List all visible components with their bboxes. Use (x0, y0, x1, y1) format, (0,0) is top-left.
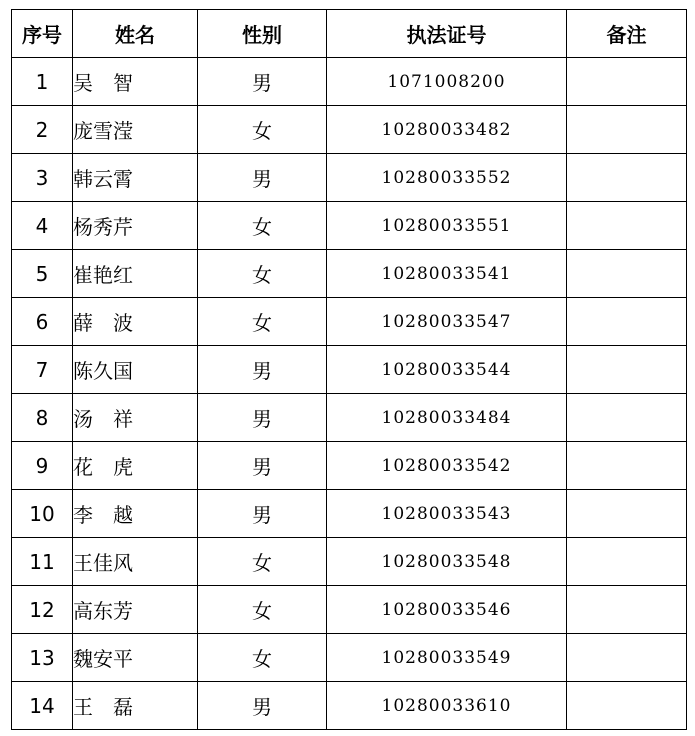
table-row (12, 538, 687, 586)
table-row (12, 490, 687, 538)
cell-name: 高东芳 (73, 586, 198, 634)
cell-note (567, 250, 687, 298)
cell-name: 薛 波 (73, 298, 198, 346)
cell-seq: 2 (12, 106, 73, 154)
cell-name: 汤 祥 (73, 394, 198, 442)
cell-note (567, 586, 687, 634)
table-row (12, 346, 687, 394)
cell-seq: 11 (12, 538, 73, 586)
cell-gender: 男 (198, 346, 327, 394)
cell-note (567, 682, 687, 730)
cell-cert-number: 10280033549 (327, 634, 567, 682)
cell-name: 花 虎 (73, 442, 198, 490)
cell-note (567, 634, 687, 682)
cell-seq: 12 (12, 586, 73, 634)
cell-name: 韩云霄 (73, 154, 198, 202)
table-row (12, 154, 687, 202)
cell-seq: 13 (12, 634, 73, 682)
header-cert-number: 执法证号 (327, 10, 567, 58)
cell-note (567, 106, 687, 154)
cell-name: 陈久国 (73, 346, 198, 394)
cell-cert-number: 10280033542 (327, 442, 567, 490)
cell-note (567, 346, 687, 394)
cell-seq: 9 (12, 442, 73, 490)
cell-cert-number: 10280033552 (327, 154, 567, 202)
header-name: 姓名 (73, 10, 198, 58)
table-row (12, 586, 687, 634)
cell-gender: 女 (198, 106, 327, 154)
cell-seq: 5 (12, 250, 73, 298)
cell-name: 王 磊 (73, 682, 198, 730)
cell-seq: 3 (12, 154, 73, 202)
cell-note (567, 442, 687, 490)
cell-seq: 14 (12, 682, 73, 730)
table-row (12, 250, 687, 298)
cell-name: 魏安平 (73, 634, 198, 682)
table-row (12, 394, 687, 442)
table-row (12, 106, 687, 154)
cell-gender: 女 (198, 250, 327, 298)
cell-cert-number: 10280033484 (327, 394, 567, 442)
cell-name: 杨秀芹 (73, 202, 198, 250)
table-header (12, 10, 687, 58)
cell-name: 王佳风 (73, 538, 198, 586)
table-row (12, 202, 687, 250)
cell-note (567, 490, 687, 538)
cell-cert-number: 10280033541 (327, 250, 567, 298)
cell-seq: 6 (12, 298, 73, 346)
cell-name: 吴 智 (73, 58, 198, 106)
cell-gender: 男 (198, 394, 327, 442)
cell-gender: 女 (198, 586, 327, 634)
cell-cert-number: 10280033610 (327, 682, 567, 730)
cell-cert-number: 1071008200 (327, 58, 567, 106)
cell-name: 李 越 (73, 490, 198, 538)
cell-gender: 女 (198, 298, 327, 346)
cell-seq: 8 (12, 394, 73, 442)
table-body (12, 58, 687, 730)
cell-seq: 1 (12, 58, 73, 106)
table-row (12, 58, 687, 106)
cell-note (567, 154, 687, 202)
cell-gender: 男 (198, 442, 327, 490)
table-row (12, 442, 687, 490)
cell-gender: 女 (198, 634, 327, 682)
cell-note (567, 298, 687, 346)
header-gender: 性别 (198, 10, 327, 58)
cell-gender: 女 (198, 538, 327, 586)
cell-note (567, 538, 687, 586)
cell-gender: 女 (198, 202, 327, 250)
cell-note (567, 202, 687, 250)
cell-gender: 男 (198, 682, 327, 730)
cell-gender: 男 (198, 58, 327, 106)
cell-note (567, 394, 687, 442)
cell-cert-number: 10280033482 (327, 106, 567, 154)
cell-cert-number: 10280033544 (327, 346, 567, 394)
cell-gender: 男 (198, 490, 327, 538)
officer-roster-table (11, 9, 687, 730)
cell-cert-number: 10280033547 (327, 298, 567, 346)
cell-cert-number: 10280033546 (327, 586, 567, 634)
cell-name: 庞雪滢 (73, 106, 198, 154)
cell-cert-number: 10280033548 (327, 538, 567, 586)
cell-seq: 10 (12, 490, 73, 538)
cell-cert-number: 10280033543 (327, 490, 567, 538)
cell-cert-number: 10280033551 (327, 202, 567, 250)
table-row (12, 682, 687, 730)
cell-seq: 4 (12, 202, 73, 250)
header-seq: 序号 (12, 10, 73, 58)
table-row (12, 634, 687, 682)
cell-gender: 男 (198, 154, 327, 202)
table-row (12, 298, 687, 346)
cell-name: 崔艳红 (73, 250, 198, 298)
cell-note (567, 58, 687, 106)
cell-seq: 7 (12, 346, 73, 394)
header-note: 备注 (567, 10, 687, 58)
header-row (12, 10, 687, 58)
